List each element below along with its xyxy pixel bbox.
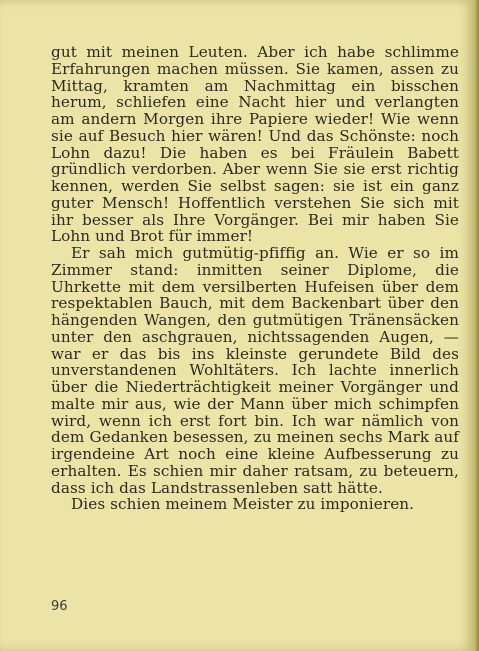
paragraph-1: gut mit meinen Leuten. Aber ich habe schlimme Erfahrungen machen müssen. Sie kamen, assen zu Mittag, kramten am Nachmittag ein bisschen herum, schliefen eine Nacht hier und verlangten am andern Morgen ihre Papiere wieder! Wie wenn sie auf Besuch hier wären! Und das Schönste: noch Lohn dazu! Die haben es bei Fräulein Babett gründlich verdorben. Aber wenn Sie sie erst richtig kennen, werden Sie selbst sagen: sie ist ein ganz guter Mensch! Hoffentlich verstehen Sie sich mit ihr besser als Ihre Vorgänger. Bei mir haben Sie Lohn und Brot für immer!	[51, 43, 459, 246]
paragraph-2: Er sah mich gutmütig-pfiffig an. Wie er so im Zimmer stand: inmitten seiner Diplome, die Uhrkette mit dem versilberten Hufeisen über dem respektablen Bauch, mit dem Backenbart über den hängenden Wangen, den gutmütigen Tränensäcken unter den aschgrauen, nichtssagenden Augen, — war er das bis ins kleinste gerundete Bild des unverstandenen Wohltäters. Ich lachte innerlich über die Niederträchtigkeit meiner Vorgänger und malte mir aus, wie der Mann über mich schimpfen wird, wenn ich erst fort bin. Ich war nämlich von dem Gedanken besessen, zu meinen sechs Mark auf irgendeine Art noch eine kleine Aufbesserung zu erhalten. Es schien mir daher ratsam, zu beteuern, dass ich das Landstrassenleben satt hätte.	[51, 244, 459, 497]
body-text	[51, 44, 459, 513]
page-number: 96	[51, 599, 68, 614]
paragraph-3: Dies schien meinem Meister zu imponieren.	[71, 495, 415, 514]
page-edge	[474, 0, 479, 651]
